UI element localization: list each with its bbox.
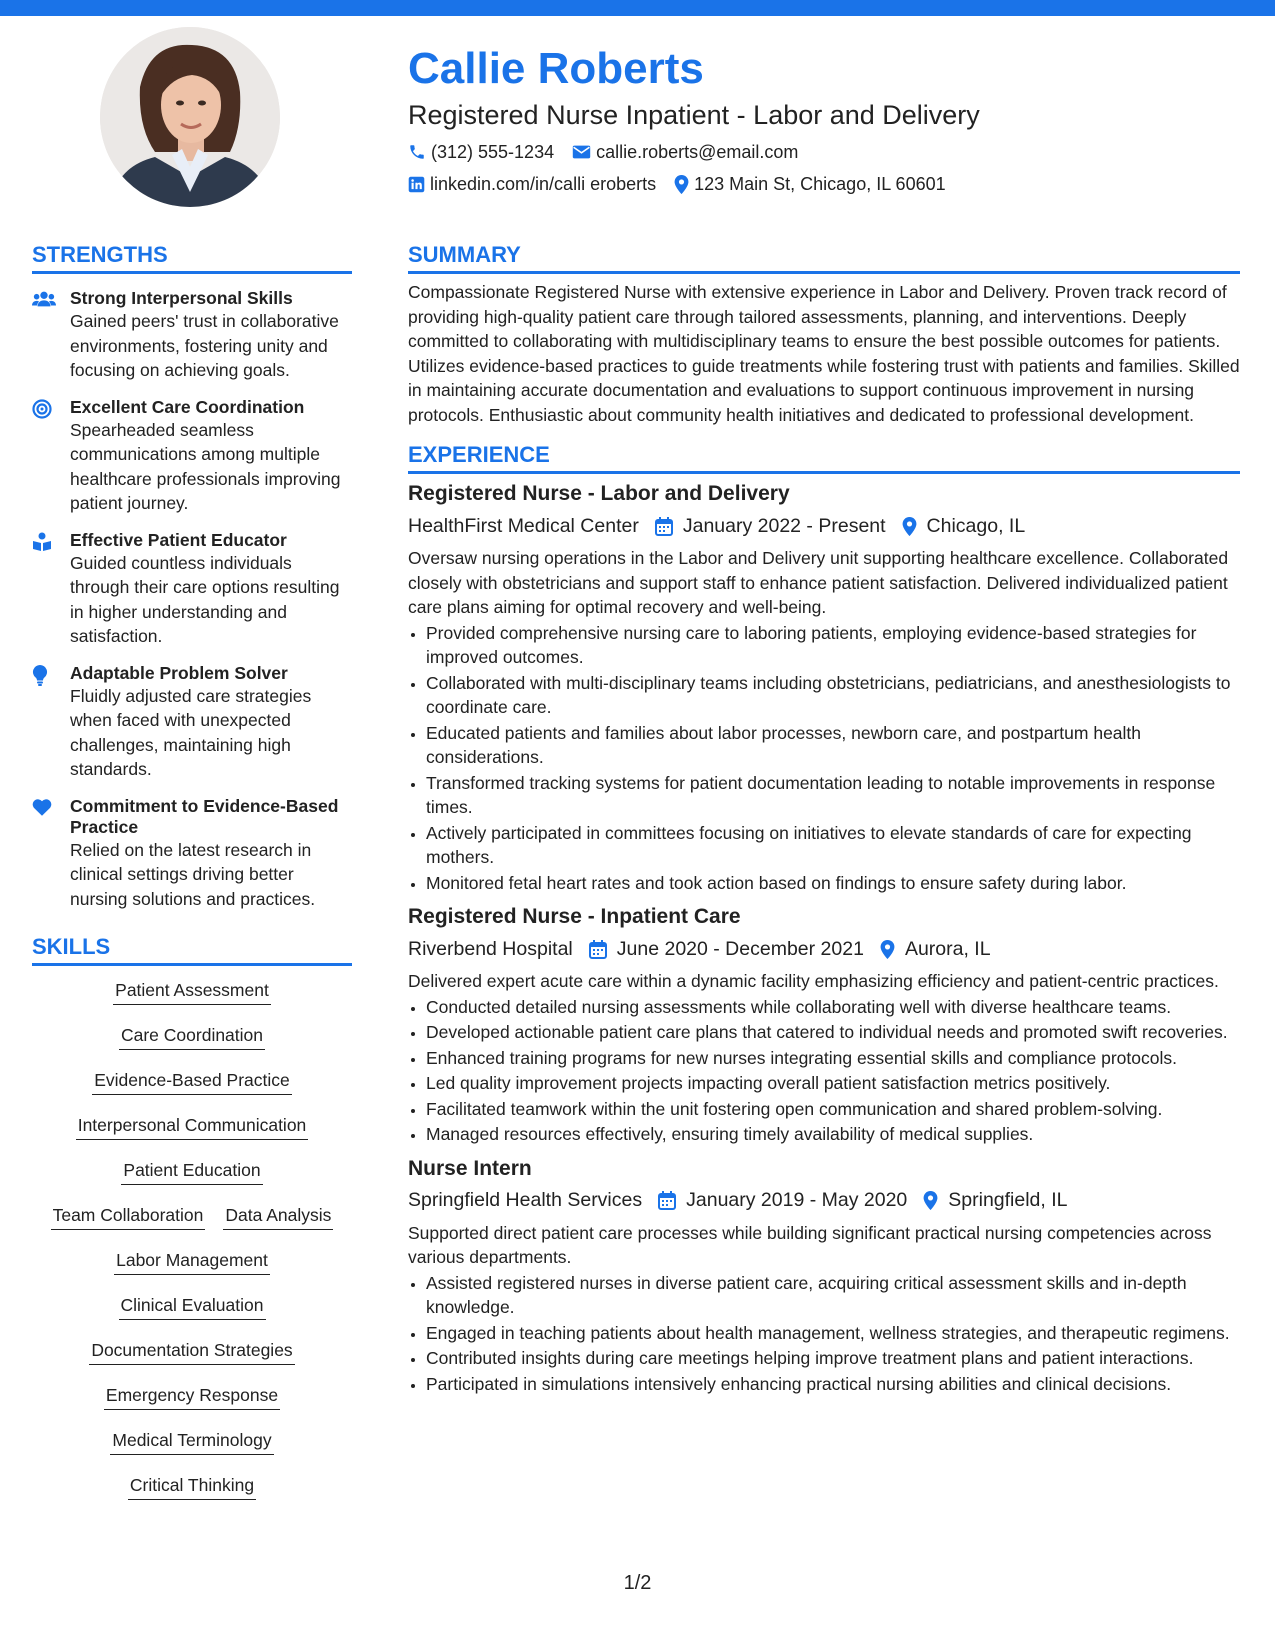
job-meta (408, 935, 1240, 963)
job-bullet: • Facilitated teamwork within the unit fostering open communication and shared problem-solving. (426, 1097, 1240, 1122)
job-bullet: • Led quality improvement projects impacting overall patient satisfaction metrics positively. (426, 1071, 1240, 1096)
job-bullet: • Assisted registered nurses in diverse patient care, acquiring critical assessment skills and in-depth knowledge. (426, 1271, 1240, 1320)
job-entry (408, 1155, 1240, 1397)
job-location-text: Springfield, IL (948, 1189, 1068, 1211)
strength-item (32, 288, 352, 383)
job-bullet: • Conducted detailed nursing assessments while collaborating well with diverse healthcare teams. (426, 995, 1240, 1020)
job-bullet: • Transformed tracking systems for patient documentation leading to notable improvements in response times. (426, 771, 1240, 820)
candidate-name: Callie Roberts (408, 44, 704, 93)
summary-text: Compassionate Registered Nurse with extensive experience in Labor and Delivery. Proven track record of providing high-quality patient care through tailored assessments, planning, and interventions. Deeply committed to collaborating with multidisciplinary teams to ensure the best possible outcomes for patients. Utilizes evidence-based practices to guide treatments while fostering trust with patients and families. Skilled in maintaining accurate documentation and evaluations to support continuous improvement in nursing protocols. Enthusiastic about community health initiatives and dedicated to professional development. (408, 282, 1240, 425)
job-description: Supported direct patient care processes while building significant practical nursing competencies across various departments. (408, 1222, 1212, 1267)
job-title: Registered Nurse - Labor and Delivery (408, 482, 790, 505)
portrait-illustration (100, 27, 280, 207)
job-bullets (408, 995, 1240, 1147)
skill-tag: Evidence-Based Practice (92, 1070, 292, 1095)
resume-header (408, 40, 1248, 196)
strength-item (32, 397, 352, 516)
right-column (408, 241, 1240, 1396)
job-bullet: • Developed actionable patient care plans that catered to individual needs and promoted swift recoveries. (426, 1020, 1240, 1045)
strength-title: Strong Interpersonal Skills (70, 288, 293, 308)
job-bullet: • Engaged in teaching patients about health management, wellness strategies, and therapeutic regimens. (426, 1321, 1240, 1346)
strength-item (32, 530, 352, 649)
job-dates (589, 938, 864, 961)
job-entry (408, 903, 1240, 1147)
job-bullets (408, 1271, 1240, 1397)
job-title: Registered Nurse - Inpatient Care (408, 905, 741, 928)
map-pin-icon (880, 940, 895, 959)
top-accent-bar (0, 0, 1275, 16)
job-title: Nurse Intern (408, 1156, 532, 1180)
target-icon (32, 399, 52, 419)
job-dates-text: June 2020 - December 2021 (616, 937, 864, 960)
map-pin-icon (923, 1191, 938, 1210)
envelope-icon (572, 144, 591, 160)
calendar-icon (589, 940, 607, 959)
candidate-role: Registered Nurse Inpatient - Labor and Delivery (408, 100, 980, 130)
skills-title: SKILLS (32, 933, 352, 966)
job-bullet: • Enhanced training programs for new nurses integrating essential skills and compliance protocols. (426, 1046, 1240, 1071)
job-description: Delivered expert acute care within a dynamic facility emphasizing efficiency and patient-centric practices. (408, 971, 1219, 991)
contact-row-2 (408, 172, 1248, 196)
strength-item (32, 796, 352, 912)
job-meta (408, 512, 1240, 540)
strength-item (32, 663, 352, 782)
skill-tag: Clinical Evaluation (119, 1295, 266, 1320)
job-location-text: Chicago, IL (926, 514, 1026, 537)
job-company: HealthFirst Medical Center (408, 514, 639, 537)
profile-photo (100, 27, 280, 207)
phone-text: (312) 555-1234 (431, 141, 555, 162)
skill-tag: Medical Terminology (110, 1430, 273, 1455)
skill-tag: Interpersonal Communication (76, 1115, 309, 1140)
job-location (902, 515, 1026, 538)
skill-tag: Data Analysis (223, 1205, 333, 1230)
left-column (32, 241, 352, 1510)
job-bullet: • Monitored fetal heart rates and took action based on findings to ensure safety during labor. (426, 871, 1240, 896)
skill-tag: Team Collaboration (51, 1205, 206, 1230)
experience-title: EXPERIENCE (408, 441, 1240, 474)
job-bullet: • Managed resources effectively, ensuring timely availability of medical supplies. (426, 1122, 1240, 1147)
contact-row-1 (408, 140, 1248, 164)
skills-list (32, 970, 352, 1510)
job-dates-text: January 2022 - Present (682, 514, 886, 537)
job-bullet: • Participated in simulations intensively enhancing practical nursing abilities and clinical decisions. (426, 1372, 1240, 1397)
job-location (923, 1189, 1067, 1212)
job-bullet: • Contributed insights during care meetings helping improve treatment plans and patient interactions. (426, 1346, 1240, 1371)
job-company: Riverbend Hospital (408, 937, 573, 960)
job-meta (408, 1187, 1240, 1215)
skill-tag: Emergency Response (104, 1385, 280, 1410)
users-icon (32, 290, 56, 308)
job-dates-text: January 2019 - May 2020 (686, 1189, 908, 1211)
book-reader-icon (32, 532, 52, 552)
skill-tag: Patient Education (121, 1160, 262, 1185)
strength-desc: Fluidly adjusted care strategies when faced with unexpected challenges, maintaining high standards. (70, 685, 312, 779)
phone-contact[interactable] (408, 142, 554, 163)
job-bullets (408, 621, 1240, 896)
strength-desc: Relied on the latest research in clinical settings driving better nursing solutions and practices. (70, 839, 316, 909)
job-entry (408, 480, 1240, 895)
map-pin-icon (902, 517, 917, 536)
job-location (880, 938, 991, 961)
skill-tag: Critical Thinking (128, 1475, 256, 1500)
lightbulb-icon (32, 665, 48, 686)
calendar-icon (658, 1191, 676, 1210)
job-description: Oversaw nursing operations in the Labor and Delivery unit supporting healthcare excellence. Collaborated closely with obstetricians and support staff to enhance patient satisfaction. Delivered individualized patient care plans aiming for optimal recovery and well-being. (408, 548, 1229, 617)
email-text: callie.roberts@email.com (596, 141, 799, 162)
page-number: 1/2 (623, 1572, 652, 1594)
linkedin-text: linkedin.com/in/calli eroberts (430, 173, 657, 194)
calendar-icon (655, 517, 673, 536)
job-dates (655, 515, 886, 538)
skill-tag: Labor Management (114, 1250, 270, 1275)
address-text: 123 Main St, Chicago, IL 60601 (694, 173, 946, 194)
strength-title: Excellent Care Coordination (70, 396, 305, 417)
job-location-text: Aurora, IL (904, 937, 991, 960)
linkedin-icon (408, 176, 425, 193)
strength-title: Effective Patient Educator (70, 529, 287, 550)
linkedin-contact[interactable] (408, 174, 656, 195)
summary-title: SUMMARY (408, 241, 1240, 274)
map-pin-icon (674, 175, 689, 194)
skill-tag: Patient Assessment (113, 980, 271, 1005)
job-bullet: • Provided comprehensive nursing care to laboring patients, employing evidence-based strategies for improved outcomes. (426, 621, 1240, 670)
job-bullet: • Educated patients and families about labor processes, newborn care, and postpartum health considerations. (426, 721, 1240, 770)
heart-icon (32, 798, 52, 816)
email-contact[interactable] (572, 142, 798, 163)
job-dates (658, 1189, 907, 1212)
address-contact (674, 174, 946, 195)
strength-desc: Gained peers' trust in collaborative environments, fostering unity and focusing on achieving goals. (70, 311, 339, 380)
job-company: Springfield Health Services (408, 1189, 643, 1211)
skill-tag: Care Coordination (119, 1025, 265, 1050)
strength-title: Commitment to Evidence-Based Practice (70, 795, 339, 837)
strength-desc: Guided countless individuals through their care options resulting in higher understanding and satisfaction. (70, 552, 340, 646)
job-bullet: • Collaborated with multi-disciplinary teams including obstetricians, pediatricians, and anesthesiologists to coordinate care. (426, 671, 1240, 720)
job-bullet: • Actively participated in committees focusing on initiatives to elevate standards of care for expecting mothers. (426, 821, 1240, 870)
phone-icon (408, 143, 426, 161)
strength-desc: Spearheaded seamless communications among multiple healthcare professionals improving patient journey. (70, 419, 341, 513)
skill-tag: Documentation Strategies (89, 1340, 294, 1365)
strengths-title: STRENGTHS (32, 241, 352, 274)
strength-title: Adaptable Problem Solver (70, 662, 288, 683)
